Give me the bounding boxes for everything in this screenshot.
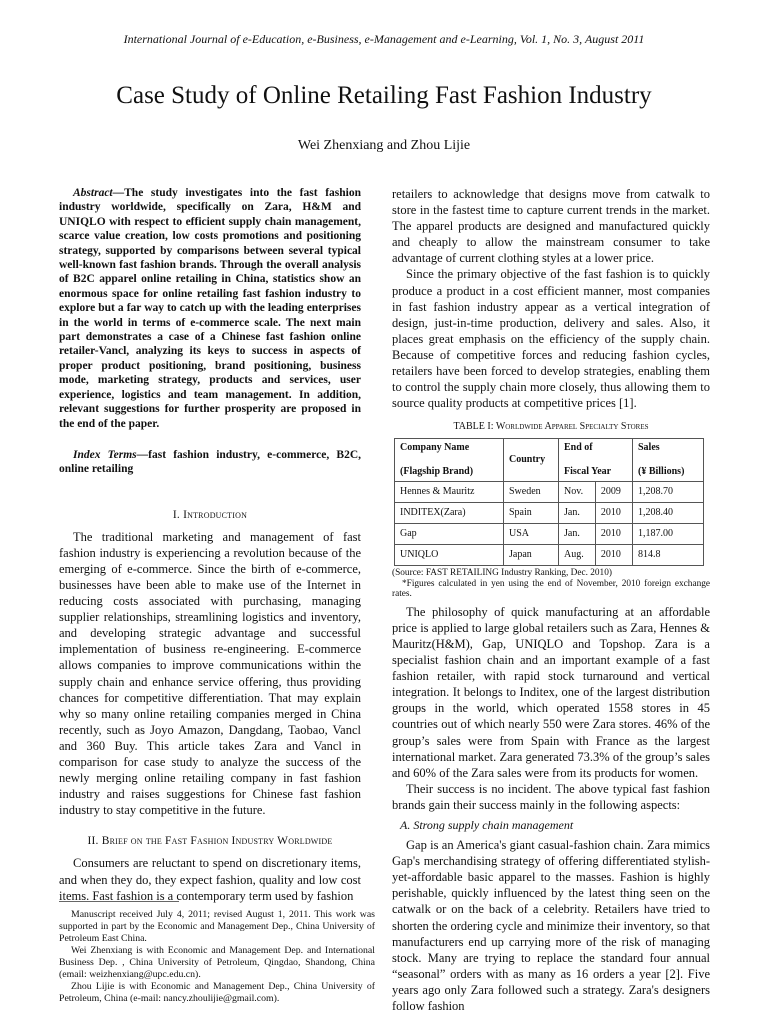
cell-sales: 1,208.70 [633,482,704,503]
authors: Wei Zhenxiang and Zhou Lijie [297,138,471,153]
right-paragraph-5: Gap is an America's giant casual-fashion chain. Zara mimics Gap's merchandising strategy of offering differentiated stylish-yet-affordable basic apparel to the masses. Fashion is highly perishable, quickly influenced by the latest thing seen on the catwalk or on the back of a celebrity. Retailers have tried to shorten the ordering cycle and minimize their inventory, so that manufacturers end up carrying more of the risk of managing stock. Many are trying to replace the standard four annual “seasonal” orders with as many as 16 orders a year [2]. Five years ago only Zara followed such a strategy. Zara's designers follow fashion [392,838,710,1013]
cell-company: Hennes & Mauritz [395,482,504,503]
table-caption: TABLE I: Worldwide Apparel Specialty Stores [453,421,649,433]
cell-year: 2010 [595,524,632,545]
cell-country: Japan [504,545,559,566]
cell-year: 2009 [595,482,632,503]
footnote-manuscript: Manuscript received July 4, 2011; revised August 1, 2011. This work was supported in part by the Economic and Management Dep., China University of Petroleum East China. [59,909,375,944]
header-fiscal: End of Fiscal Year [559,439,633,482]
right-column [392,186,710,1014]
footnotes [59,909,375,1005]
abstract-text: —The study investigates into the fast fashion industry worldwide, specifically on Zara, H&M and UNIQLO with respect to efficient supply chain management, scarce value creation, low costs promotions and positioning strategy, supported by comparisons between several typical well-known fast fashion brands. Through the overall analysis of B2C apparel online retailing in China, statistics show an enormous space for online retailing fast fashion industry to explore but a far way to catch up with the leading enterprises in the world in terms of e-commerce scale. The next main part demonstrates a case of a Chinese fast fashion online retailer-Vancl, analyzing its keys to success in aspects of proper product positioning, brand positioning, business mode, marketing strategy, products and services, user experience, logistics and team management. In addition, relevant suggestions for further prosperity are proposed in the end of the paper. [59,187,361,430]
paper-title: Case Study of Online Retailing Fast Fashion Industry [116,82,652,109]
intro-paragraph: The traditional marketing and management of fast fashion industry is experiencing a revolution because of the emerging of e-commerce. Since the birth of e-commerce, businesses have been able to make use of the Internet in reducing costs associated with purchasing, managing supplier relationships, streamlining logistics and inventory, and developing strategic advantage and successful implementation of business re-engineering. E-commerce allows companies to improve communications within the supply chain and enhance service offering, thus providing chances for competitive differentiation. That may explain why so many online retailing companies merged in China recently, such as Joyo Amazon, Dangdang, Taobao, Vancl and 360 Buy. This article takes Zara and Vancl in comparison for case study to analyze the success of the newly merging online retailing company in fast fashion industry and raises suggestions for Chinese fast fashion industry to stay competitive in the future. [59,529,361,818]
index-terms-text: —fast fashion industry, e-commerce, B2C, online retailing [59,448,361,476]
cell-year: 2010 [595,545,632,566]
table-row [395,524,704,545]
abstract [59,186,361,431]
header-country: Country [504,439,559,482]
cell-month: Aug. [559,545,596,566]
table-header-row [395,439,704,482]
cell-company: INDITEX(Zara) [395,503,504,524]
left-column [59,186,361,904]
footnote-author-2: Zhou Lijie is with Economic and Management Dep., China University of Petroleum, China (e-mail: nancy.zhoulijie@gmail.com). [59,981,375,1004]
table-note: *Figures calculated in yen using the end of November, 2010 foreign exchange rates. [392,578,710,600]
table-source: (Source: FAST RETAILING Industry Ranking, Dec. 2010) [392,568,612,579]
table-row [395,503,704,524]
section-heading-brief: II. Brief on the Fast Fashion Industry Worldwide [87,835,333,848]
brief-paragraph: Consumers are reluctant to spend on discretionary items, and when they do, they expect fashion, quality and low cost items. Fast fashion is a contemporary term used by fashion [59,856,361,903]
index-terms-label: Index Terms [73,448,137,461]
header-company: Company Name (Flagship Brand) [395,439,504,482]
section-heading-introduction: I. Introduction [172,508,248,521]
subsection-heading: A. Strong supply chain management [400,818,574,833]
cell-month: Nov. [559,482,596,503]
right-paragraph-1: retailers to acknowledge that designs move from catwalk to store in the fastest time to capture current trends in the market. The apparel products are designed and manufactured quickly and cheaply to allow the mainstream consumer to take advantage of current clothing styles at a lower price. [392,187,710,266]
table-row [395,545,704,566]
cell-company: UNIQLO [395,545,504,566]
index-terms [59,448,361,477]
cell-country: USA [504,524,559,545]
right-paragraph-4: Their success is no incident. The above typical fast fashion brands gain their success mainly in the following aspects: [392,781,710,812]
running-head: International Journal of e-Education, e-Business, e-Management and e-Learning, Vol. 1, No. 3, August 2011 [123,32,645,46]
footnote-author-1: Wei Zhenxiang is with Economic and Management Dep. and International Business Dep. , China University of Petroleum, Qingdao, Shandong, China (email: weizhenxiang@upc.edu.cn). [59,945,375,980]
cell-country: Sweden [504,482,559,503]
cell-sales: 1,187.00 [633,524,704,545]
cell-month: Jan. [559,524,596,545]
abstract-label: Abstract [73,187,113,199]
cell-sales: 1,208.40 [633,503,704,524]
header-sales: Sales (¥ Billions) [633,439,704,482]
cell-year: 2010 [595,503,632,524]
cell-sales: 814.8 [633,545,704,566]
cell-country: Spain [504,503,559,524]
cell-month: Jan. [559,503,596,524]
footnote-divider [59,901,179,902]
cell-company: Gap [395,524,504,545]
right-paragraph-3: The philosophy of quick manufacturing at an affordable price is applied to large global retailers such as Zara, Hennes & Mauritz(H&M), Gap, UNIQLO and Topshop. Zara is a specialist fashion chain and an important example of a fast fashion retailer, with rapid stock turnaround and vertical integration. It belongs to Inditex, one of the largest distribution groups in the world, which operated 1558 stores in 45 countries out of which nearly 550 were Zara stores. 46% of the group’s sales were from Spain with France as the largest international market. Zara generated 73.3% of the group’s sales and 60% of the Zara sales were from its products for women. [392,604,710,780]
stores-table [394,438,704,566]
right-paragraph-2: Since the primary objective of the fast fashion is to quickly produce a product in a cost efficient manner, most companies in fast fashion industry appear as a vertical integration of design, just-in-time production, delivery and sales. Also, it places great emphasis on the efficiency of the supply chain. Because of competitive forces and reducing fashion cycles, retailers have been forced to develop strategies, enabling them to control the supply chain more closely, thus allowing them to source quality products at competitive prices [1]. [392,267,710,411]
table-row [395,482,704,503]
